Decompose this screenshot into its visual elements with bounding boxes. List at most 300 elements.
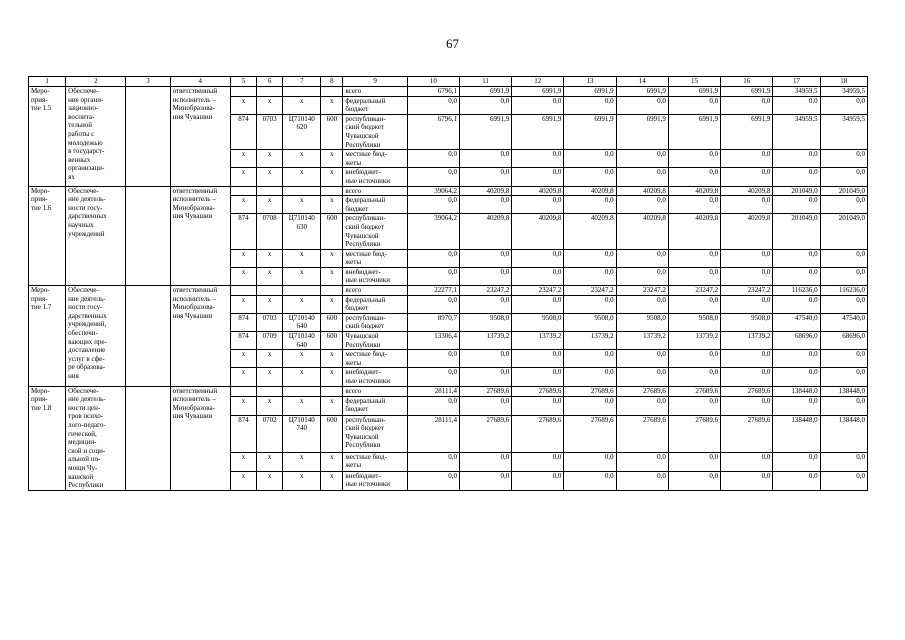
activity-number-cell: Меро- прия- тие 1.5 bbox=[29, 87, 66, 187]
value-cell: 0,0 bbox=[407, 471, 459, 490]
value-cell: 0,0 bbox=[820, 150, 867, 168]
value-cell: 0,0 bbox=[721, 471, 773, 490]
value-cell: 0,0 bbox=[616, 249, 668, 267]
value-cell: 0,0 bbox=[721, 368, 773, 386]
funding-source-cell: Чувашской Республики bbox=[343, 332, 407, 350]
activity-name-cell: Обеспече- ние деятель- ности госу- дарственных научных учреждений bbox=[66, 186, 126, 286]
code-grbs-cell: x bbox=[230, 249, 256, 267]
code-section-cell: x bbox=[257, 267, 283, 285]
column-number-cell: 9 bbox=[343, 77, 407, 87]
value-cell: 0,0 bbox=[721, 295, 773, 313]
value-cell: 47540,0 bbox=[820, 313, 867, 331]
column-number-cell: 17 bbox=[773, 77, 820, 87]
funding-source-cell: внебюджет- ные источники bbox=[343, 168, 407, 186]
value-cell: 27689,6 bbox=[459, 415, 511, 452]
code-target-article-cell: x bbox=[283, 96, 321, 114]
code-section-cell: 0703 bbox=[257, 313, 283, 331]
executor-cell: ответственный исполнитель – Минобразова- ния Чувашии bbox=[170, 386, 230, 490]
funding-source-cell: федеральный бюджет bbox=[343, 396, 407, 415]
value-cell: 0,0 bbox=[512, 168, 564, 186]
value-cell: 40209,8 bbox=[564, 186, 616, 196]
value-cell: 0,0 bbox=[668, 471, 720, 490]
value-cell: 8970,7 bbox=[407, 313, 459, 331]
value-cell: 0,0 bbox=[407, 267, 459, 285]
code-target-article-cell: Ц710140 620 bbox=[283, 114, 321, 149]
value-cell: 6991,9 bbox=[721, 114, 773, 149]
value-cell: 0,0 bbox=[564, 368, 616, 386]
code-target-article-cell: x bbox=[283, 471, 321, 490]
activity-name-cell: Обеспече- ние органи- зационно- воспита- тельной работы с молодежью в государст- венных организаци- ях bbox=[66, 87, 126, 187]
code-grbs-cell bbox=[230, 286, 256, 296]
value-cell: 0,0 bbox=[668, 249, 720, 267]
code-expense-type-cell: x bbox=[321, 368, 343, 386]
value-cell: 23247,2 bbox=[512, 286, 564, 296]
code-grbs-cell: x bbox=[230, 196, 256, 214]
code-expense-type-cell bbox=[321, 386, 343, 396]
value-cell: 40209,8 bbox=[564, 214, 616, 249]
value-cell: 6796,1 bbox=[407, 87, 459, 97]
value-cell: 0,0 bbox=[407, 196, 459, 214]
funding-source-cell: федеральный бюджет bbox=[343, 196, 407, 214]
value-cell: 0,0 bbox=[407, 396, 459, 415]
funding-source-cell: местные бюд- жеты bbox=[343, 249, 407, 267]
activity-name-cell: Обеспече- ние деятель- ности цен- тров психо- лого-педаго- гической, медицин- ской и соци- альной по- мощи Чу- вашской Республики bbox=[66, 386, 126, 490]
value-cell: 23247,2 bbox=[668, 286, 720, 296]
value-cell: 40209,8 bbox=[668, 214, 720, 249]
value-cell: 0,0 bbox=[820, 168, 867, 186]
code-target-article-cell: x bbox=[283, 350, 321, 368]
value-cell: 0,0 bbox=[820, 471, 867, 490]
value-cell: 34959,5 bbox=[773, 114, 820, 149]
code-grbs-cell: 874 bbox=[230, 415, 256, 452]
value-cell: 0,0 bbox=[564, 96, 616, 114]
funding-source-cell: внебюджет- ные источники bbox=[343, 368, 407, 386]
value-cell: 27689,6 bbox=[512, 415, 564, 452]
value-cell: 6991,9 bbox=[721, 87, 773, 97]
value-cell: 6991,9 bbox=[512, 87, 564, 97]
funding-source-cell: республикан- ский бюджет Чувашской Республики bbox=[343, 415, 407, 452]
value-cell: 0,0 bbox=[459, 350, 511, 368]
value-cell: 0,0 bbox=[564, 150, 616, 168]
value-cell: 34959,5 bbox=[773, 87, 820, 97]
executor-cell: ответственный исполнитель – Минобразова- ния Чувашии bbox=[170, 87, 230, 187]
code-section-cell: x bbox=[257, 368, 283, 386]
funding-source-cell: всего bbox=[343, 87, 407, 97]
code-section-cell: x bbox=[257, 168, 283, 186]
value-cell: 0,0 bbox=[616, 368, 668, 386]
value-cell: 0,0 bbox=[564, 168, 616, 186]
empty-cell bbox=[126, 87, 170, 187]
value-cell: 201049,0 bbox=[773, 186, 820, 196]
value-cell: 13739,2 bbox=[564, 332, 616, 350]
funding-source-cell: республикан- ский бюджет Чувашской Республики bbox=[343, 114, 407, 149]
value-cell: 0,0 bbox=[773, 150, 820, 168]
value-cell: 0,0 bbox=[668, 452, 720, 471]
funding-source-cell: республикан- ский бюджет bbox=[343, 313, 407, 331]
value-cell: 0,0 bbox=[616, 168, 668, 186]
value-cell: 27689,6 bbox=[616, 386, 668, 396]
value-cell: 23247,2 bbox=[564, 286, 616, 296]
value-cell: 0,0 bbox=[773, 267, 820, 285]
activity-number-cell: Меро- прия- тие 1.6 bbox=[29, 186, 66, 286]
code-grbs-cell bbox=[230, 386, 256, 396]
value-cell: 6991,9 bbox=[459, 114, 511, 149]
code-section-cell bbox=[257, 286, 283, 296]
code-section-cell: 0708 bbox=[257, 214, 283, 249]
value-cell: 0,0 bbox=[773, 471, 820, 490]
value-cell: 27689,6 bbox=[721, 415, 773, 452]
code-target-article-cell: Ц710140 630 bbox=[283, 214, 321, 249]
value-cell: 0,0 bbox=[668, 396, 720, 415]
value-cell: 138448,0 bbox=[773, 386, 820, 396]
value-cell: 0,0 bbox=[820, 249, 867, 267]
code-expense-type-cell: x bbox=[321, 452, 343, 471]
value-cell: 0,0 bbox=[512, 368, 564, 386]
value-cell: 0,0 bbox=[616, 150, 668, 168]
value-cell: 0,0 bbox=[773, 249, 820, 267]
activity-name-cell: Обеспече- ние деятель- ности госу- дарственных учреждений, обеспечи- вающих пре- доставление услуг в сфе- ре образова- ния bbox=[66, 286, 126, 387]
code-section-cell: x bbox=[257, 96, 283, 114]
code-target-article-cell bbox=[283, 386, 321, 396]
value-cell: 0,0 bbox=[721, 350, 773, 368]
value-cell: 40209,8 bbox=[616, 186, 668, 196]
code-grbs-cell bbox=[230, 87, 256, 97]
code-expense-type-cell: x bbox=[321, 267, 343, 285]
code-section-cell: x bbox=[257, 471, 283, 490]
value-cell: 0,0 bbox=[668, 350, 720, 368]
code-section-cell: x bbox=[257, 295, 283, 313]
value-cell: 27689,6 bbox=[564, 386, 616, 396]
code-section-cell bbox=[257, 186, 283, 196]
value-cell: 0,0 bbox=[721, 249, 773, 267]
code-expense-type-cell: 600 bbox=[321, 214, 343, 249]
value-cell: 6991,9 bbox=[668, 87, 720, 97]
activity-number-cell: Меро- прия- тие 1.7 bbox=[29, 286, 66, 387]
value-cell: 0,0 bbox=[407, 168, 459, 186]
code-target-article-cell: x bbox=[283, 452, 321, 471]
value-cell: 0,0 bbox=[668, 368, 720, 386]
value-cell: 0,0 bbox=[407, 150, 459, 168]
code-grbs-cell: x bbox=[230, 452, 256, 471]
value-cell: 34959,5 bbox=[820, 87, 867, 97]
value-cell: 39064,2 bbox=[407, 186, 459, 196]
code-expense-type-cell: x bbox=[321, 396, 343, 415]
column-number-cell: 16 bbox=[721, 77, 773, 87]
value-cell: 40209,8 bbox=[721, 186, 773, 196]
value-cell: 0,0 bbox=[512, 295, 564, 313]
value-cell: 0,0 bbox=[773, 396, 820, 415]
value-cell: 0,0 bbox=[820, 350, 867, 368]
code-expense-type-cell: x bbox=[321, 295, 343, 313]
value-cell: 0,0 bbox=[616, 350, 668, 368]
funding-source-cell: республикан- ский бюджет Чувашской Республики bbox=[343, 214, 407, 249]
value-cell: 0,0 bbox=[773, 196, 820, 214]
value-cell: 0,0 bbox=[820, 396, 867, 415]
value-cell: 0,0 bbox=[820, 267, 867, 285]
value-cell: 0,0 bbox=[512, 350, 564, 368]
value-cell: 23247,2 bbox=[459, 286, 511, 296]
table-row bbox=[29, 286, 868, 296]
value-cell: 0,0 bbox=[721, 168, 773, 186]
value-cell: 23247,2 bbox=[721, 286, 773, 296]
value-cell: 0,0 bbox=[459, 368, 511, 386]
code-target-article-cell bbox=[283, 286, 321, 296]
value-cell: 0,0 bbox=[721, 196, 773, 214]
budget-table bbox=[28, 76, 868, 491]
value-cell: 116236,0 bbox=[820, 286, 867, 296]
column-number-cell: 14 bbox=[616, 77, 668, 87]
code-grbs-cell: x bbox=[230, 295, 256, 313]
value-cell: 0,0 bbox=[820, 452, 867, 471]
value-cell: 0,0 bbox=[459, 150, 511, 168]
code-grbs-cell: x bbox=[230, 471, 256, 490]
code-target-article-cell: x bbox=[283, 249, 321, 267]
code-target-article-cell: x bbox=[283, 196, 321, 214]
value-cell: 0,0 bbox=[407, 452, 459, 471]
code-grbs-cell: 874 bbox=[230, 313, 256, 331]
funding-source-cell: федеральный бюджет bbox=[343, 96, 407, 114]
code-grbs-cell bbox=[230, 186, 256, 196]
value-cell: 116236,0 bbox=[773, 286, 820, 296]
value-cell: 6991,9 bbox=[616, 87, 668, 97]
value-cell: 0,0 bbox=[616, 96, 668, 114]
value-cell: 0,0 bbox=[668, 295, 720, 313]
value-cell: 0,0 bbox=[668, 168, 720, 186]
value-cell: 0,0 bbox=[512, 396, 564, 415]
value-cell: 0,0 bbox=[616, 396, 668, 415]
value-cell: 0,0 bbox=[616, 471, 668, 490]
value-cell: 0,0 bbox=[773, 96, 820, 114]
table-row bbox=[29, 87, 868, 97]
value-cell: 0,0 bbox=[668, 196, 720, 214]
value-cell: 0,0 bbox=[564, 396, 616, 415]
value-cell: 0,0 bbox=[407, 96, 459, 114]
code-expense-type-cell: x bbox=[321, 249, 343, 267]
value-cell: 0,0 bbox=[459, 452, 511, 471]
value-cell: 0,0 bbox=[773, 452, 820, 471]
value-cell: 27689,6 bbox=[668, 386, 720, 396]
table-row bbox=[29, 186, 868, 196]
value-cell: 47540,0 bbox=[773, 313, 820, 331]
code-section-cell: x bbox=[257, 249, 283, 267]
value-cell: 0,0 bbox=[564, 295, 616, 313]
value-cell: 0,0 bbox=[721, 267, 773, 285]
funding-source-cell: местные бюд- жеты bbox=[343, 150, 407, 168]
column-number-cell: 1 bbox=[29, 77, 66, 87]
value-cell: 0,0 bbox=[721, 96, 773, 114]
column-number-cell: 12 bbox=[512, 77, 564, 87]
code-section-cell: 0709 bbox=[257, 332, 283, 350]
value-cell: 27689,6 bbox=[721, 386, 773, 396]
value-cell: 0,0 bbox=[721, 396, 773, 415]
code-expense-type-cell: x bbox=[321, 96, 343, 114]
value-cell: 13739,2 bbox=[512, 332, 564, 350]
value-cell: 28111,4 bbox=[407, 386, 459, 396]
value-cell: 0,0 bbox=[512, 150, 564, 168]
code-target-article-cell: x bbox=[283, 267, 321, 285]
value-cell: 0,0 bbox=[773, 350, 820, 368]
value-cell: 0,0 bbox=[459, 396, 511, 415]
value-cell: 0,0 bbox=[564, 267, 616, 285]
value-cell: 0,0 bbox=[668, 150, 720, 168]
value-cell: 0,0 bbox=[773, 368, 820, 386]
value-cell: 13739,2 bbox=[668, 332, 720, 350]
value-cell: 0,0 bbox=[512, 471, 564, 490]
code-target-article-cell: x bbox=[283, 396, 321, 415]
column-number-cell: 3 bbox=[126, 77, 170, 87]
page-number: 67 bbox=[446, 36, 459, 51]
value-cell: 0,0 bbox=[407, 295, 459, 313]
code-expense-type-cell: 600 bbox=[321, 415, 343, 452]
column-number-cell: 15 bbox=[668, 77, 720, 87]
value-cell: 68696,0 bbox=[773, 332, 820, 350]
value-cell: 6796,1 bbox=[407, 114, 459, 149]
column-number-cell: 11 bbox=[459, 77, 511, 87]
value-cell: 0,0 bbox=[459, 471, 511, 490]
value-cell: 0,0 bbox=[564, 452, 616, 471]
code-section-cell: 0702 bbox=[257, 415, 283, 452]
column-number-cell: 4 bbox=[170, 77, 230, 87]
code-grbs-cell: x bbox=[230, 267, 256, 285]
value-cell: 13739,2 bbox=[616, 332, 668, 350]
table-row bbox=[29, 386, 868, 396]
value-cell: 0,0 bbox=[820, 368, 867, 386]
value-cell: 0,0 bbox=[668, 267, 720, 285]
value-cell: 6991,9 bbox=[512, 114, 564, 149]
column-number-cell: 8 bbox=[321, 77, 343, 87]
value-cell: 9508,0 bbox=[616, 313, 668, 331]
code-section-cell: x bbox=[257, 150, 283, 168]
value-cell: 68696,0 bbox=[820, 332, 867, 350]
code-target-article-cell bbox=[283, 186, 321, 196]
value-cell: 0,0 bbox=[564, 196, 616, 214]
value-cell: 0,0 bbox=[721, 150, 773, 168]
value-cell: 40209,8 bbox=[721, 214, 773, 249]
value-cell: 0,0 bbox=[616, 295, 668, 313]
value-cell: 201049,0 bbox=[820, 214, 867, 249]
value-cell: 9508,0 bbox=[668, 313, 720, 331]
value-cell: 9508,0 bbox=[512, 313, 564, 331]
value-cell: 0,0 bbox=[564, 350, 616, 368]
value-cell: 0,0 bbox=[512, 96, 564, 114]
funding-source-cell: всего bbox=[343, 286, 407, 296]
value-cell: 9508,0 bbox=[721, 313, 773, 331]
value-cell: 6991,9 bbox=[459, 87, 511, 97]
code-expense-type-cell: 600 bbox=[321, 313, 343, 331]
executor-cell: ответственный исполнитель – Минобразова- ния Чувашии bbox=[170, 286, 230, 387]
funding-source-cell: всего bbox=[343, 186, 407, 196]
value-cell: 27689,6 bbox=[616, 415, 668, 452]
value-cell: 0,0 bbox=[773, 295, 820, 313]
code-grbs-cell: x bbox=[230, 350, 256, 368]
code-grbs-cell: x bbox=[230, 368, 256, 386]
value-cell: 0,0 bbox=[616, 267, 668, 285]
code-expense-type-cell: 600 bbox=[321, 114, 343, 149]
funding-source-cell: федеральный бюджет bbox=[343, 295, 407, 313]
value-cell: 40209,8 bbox=[459, 186, 511, 196]
value-cell: 13739,2 bbox=[721, 332, 773, 350]
code-expense-type-cell bbox=[321, 286, 343, 296]
value-cell: 0,0 bbox=[459, 196, 511, 214]
value-cell: 0,0 bbox=[512, 196, 564, 214]
value-cell: 0,0 bbox=[407, 249, 459, 267]
empty-cell bbox=[126, 386, 170, 490]
code-expense-type-cell: x bbox=[321, 168, 343, 186]
value-cell: 9508,0 bbox=[459, 313, 511, 331]
funding-source-cell: внебюджет- ные источники bbox=[343, 267, 407, 285]
value-cell: 9508,0 bbox=[564, 313, 616, 331]
code-target-article-cell: Ц710140 740 bbox=[283, 415, 321, 452]
value-cell: 138448,0 bbox=[820, 415, 867, 452]
value-cell: 0,0 bbox=[512, 452, 564, 471]
value-cell: 0,0 bbox=[512, 249, 564, 267]
code-expense-type-cell: x bbox=[321, 150, 343, 168]
value-cell: 0,0 bbox=[459, 249, 511, 267]
code-target-article-cell bbox=[283, 87, 321, 97]
value-cell: 0,0 bbox=[564, 471, 616, 490]
value-cell: 0,0 bbox=[668, 96, 720, 114]
value-cell: 0,0 bbox=[407, 350, 459, 368]
code-expense-type-cell: 600 bbox=[321, 332, 343, 350]
value-cell: 0,0 bbox=[459, 267, 511, 285]
code-expense-type-cell bbox=[321, 87, 343, 97]
funding-source-cell: местные бюд- жеты bbox=[343, 350, 407, 368]
value-cell: 27689,6 bbox=[512, 386, 564, 396]
value-cell: 0,0 bbox=[459, 168, 511, 186]
value-cell: 27689,6 bbox=[564, 415, 616, 452]
code-target-article-cell: x bbox=[283, 150, 321, 168]
value-cell: 40209,8 bbox=[512, 186, 564, 196]
value-cell: 0,0 bbox=[820, 196, 867, 214]
code-grbs-cell: x bbox=[230, 396, 256, 415]
value-cell: 0,0 bbox=[773, 168, 820, 186]
funding-source-cell: всего bbox=[343, 386, 407, 396]
value-cell: 6991,9 bbox=[564, 87, 616, 97]
value-cell: 138448,0 bbox=[773, 415, 820, 452]
code-target-article-cell: Ц710140 640 bbox=[283, 332, 321, 350]
code-grbs-cell: 874 bbox=[230, 332, 256, 350]
value-cell: 6991,9 bbox=[616, 114, 668, 149]
value-cell: 0,0 bbox=[407, 368, 459, 386]
value-cell: 6991,9 bbox=[564, 114, 616, 149]
value-cell: 40209,8 bbox=[459, 214, 511, 249]
code-target-article-cell: x bbox=[283, 368, 321, 386]
column-number-cell: 5 bbox=[230, 77, 256, 87]
value-cell: 6991,9 bbox=[668, 114, 720, 149]
value-cell: 0,0 bbox=[721, 452, 773, 471]
column-number-cell: 2 bbox=[66, 77, 126, 87]
code-grbs-cell: x bbox=[230, 150, 256, 168]
column-number-cell: 13 bbox=[564, 77, 616, 87]
empty-cell bbox=[126, 186, 170, 286]
table-header-row bbox=[29, 77, 868, 87]
code-grbs-cell: x bbox=[230, 168, 256, 186]
code-section-cell: x bbox=[257, 196, 283, 214]
code-section-cell: 0703 bbox=[257, 114, 283, 149]
code-grbs-cell: 874 bbox=[230, 214, 256, 249]
value-cell: 13306,4 bbox=[407, 332, 459, 350]
value-cell: 27689,6 bbox=[459, 386, 511, 396]
value-cell: 0,0 bbox=[616, 196, 668, 214]
code-section-cell: x bbox=[257, 396, 283, 415]
value-cell: 0,0 bbox=[512, 267, 564, 285]
code-section-cell: x bbox=[257, 350, 283, 368]
activity-number-cell: Меро- прия- тие 1.8 bbox=[29, 386, 66, 490]
value-cell: 0,0 bbox=[820, 96, 867, 114]
code-target-article-cell: x bbox=[283, 168, 321, 186]
value-cell: 0,0 bbox=[616, 452, 668, 471]
column-number-cell: 10 bbox=[407, 77, 459, 87]
